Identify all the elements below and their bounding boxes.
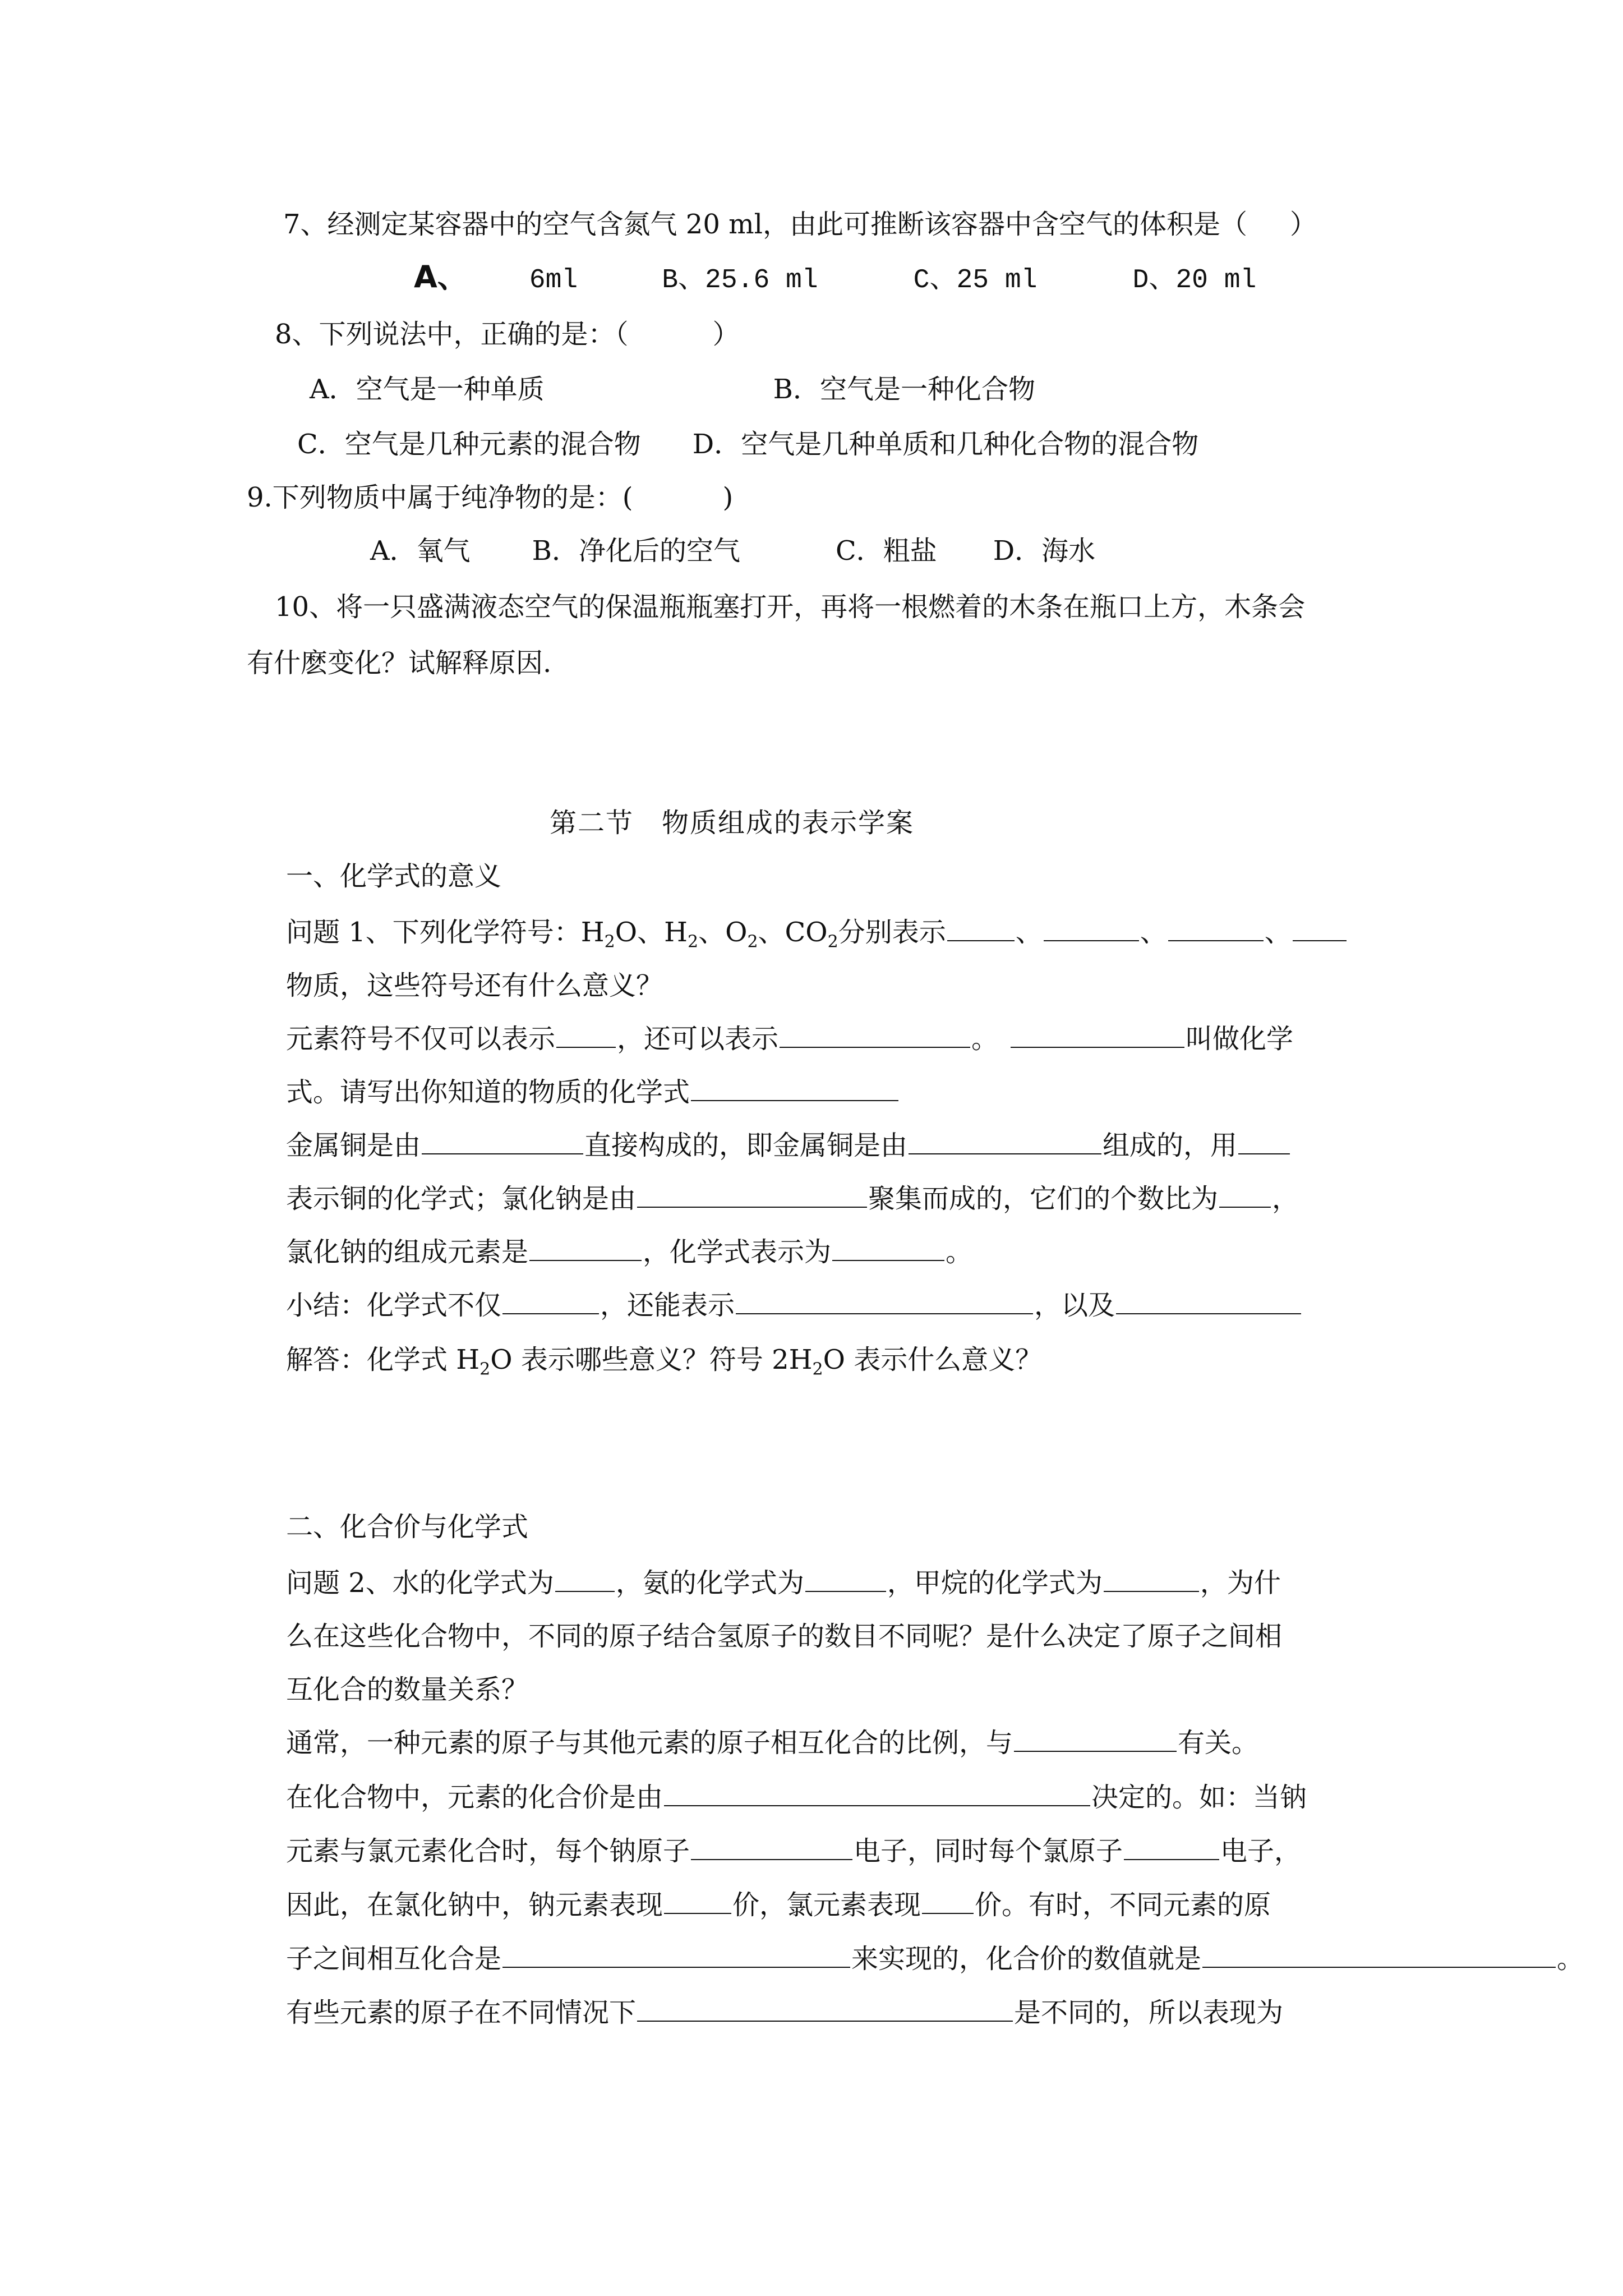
part2-line7: 因此，在氯化钠中，钠元素表现 价，氯元素表现 价。有时，不同元素的原 <box>286 1889 1271 1921</box>
q8-option-d: D．空气是几种单质和几种化合物的混合物 <box>692 429 1199 460</box>
part1-line6: 表示铜的化学式；氯化钠是由 聚集而成的，它们的个数比为 ， <box>286 1183 1299 1214</box>
part2-line4: 通常，一种元素的原子与其他元素的原子相互化合的比例，与 有关。 <box>286 1727 1259 1759</box>
answer-blank[interactable] <box>637 2021 1013 2022</box>
q7-option-b: B、25.6 ml <box>662 265 818 296</box>
q8-stem-line <box>275 316 740 352</box>
part2-heading: 二、化合价与化学式 <box>286 1511 529 1543</box>
answer-blank[interactable] <box>422 1153 583 1154</box>
part2-line2: 么在这些化合物中，不同的原子结合氢原子的数目不同呢？是什么决定了原子之间相 <box>286 1621 1283 1652</box>
q9-option-a: A．氧气 <box>370 535 471 567</box>
part2-line5: 在化合物中，元素的化合价是由 决定的。如：当钠 <box>286 1782 1307 1813</box>
answer-blank[interactable] <box>529 1260 642 1261</box>
part1-summary: 小结：化学式不仅 ，还能表示 ，以及 <box>286 1287 1302 1323</box>
answer-blank[interactable] <box>1219 1207 1271 1208</box>
answer-blank[interactable] <box>909 1153 1101 1154</box>
answer-blank[interactable] <box>780 1047 970 1048</box>
part2-line8: 子之间相互化合是 来实现的，化合价的数值就是 。 <box>286 1943 1584 1975</box>
q9-stem: 9.下列物质中属于纯净物的是：( <box>247 482 633 513</box>
part1-question1: 问题 1、下列化学符号：$H_2O$、$H_2$、$O_2$、$CO_2$分别表示 、 、 、 <box>286 914 1348 950</box>
q8-option-b: B．空气是一种化合物 <box>773 374 1035 405</box>
answer-blank[interactable] <box>1044 940 1139 941</box>
q9-options <box>370 533 1095 569</box>
part1-line2: 物质，这些符号还有什么意义？ <box>286 970 663 1001</box>
q7-option-d: D、20 ml <box>1132 265 1257 296</box>
part1-answer-prompt: 解答：化学式 $H_2O$ 表示哪些意义？符号 $2H_2O$ 表示什么意义？ <box>286 1344 1043 1379</box>
answer-blank[interactable] <box>691 1100 898 1101</box>
answer-blank[interactable] <box>502 1967 850 1968</box>
part1-line3: 元素符号不仅可以表示 ，还可以表示 。 叫做化学 <box>286 1023 1294 1055</box>
q9-answer-paren-close: ) <box>722 482 734 513</box>
answer-blank[interactable] <box>736 1313 1033 1314</box>
answer-blank[interactable] <box>502 1313 599 1314</box>
part1-heading: 一、化学式的意义 <box>286 861 502 892</box>
answer-blank[interactable] <box>1116 1313 1301 1314</box>
q10-line1: 10、将一只盛满液态空气的保温瓶瓶塞打开，再将一根燃着的木条在瓶口上方，木条会 <box>275 591 1306 623</box>
answer-blank[interactable] <box>1124 1859 1219 1860</box>
part1-line4: 式。请写出你知道的物质的化学式 <box>286 1074 900 1110</box>
q7-options <box>414 259 1256 295</box>
answer-blank[interactable] <box>1293 940 1347 941</box>
part1-line7: 氯化钠的组成元素是 ，化学式表示为 。 <box>286 1236 973 1268</box>
q9-stem-line <box>247 480 733 516</box>
q8-options-row1 <box>310 371 1035 407</box>
answer-blank[interactable] <box>691 1859 852 1860</box>
part2-line9: 有些元素的原子在不同情况下 是不同的，所以表现为 <box>286 1997 1284 2028</box>
answer-blank[interactable] <box>947 940 1015 941</box>
q9-option-d: D．海水 <box>993 535 1096 567</box>
q7-option-c: C、25 ml <box>913 265 1038 296</box>
q9-option-c: C．粗盐 <box>835 535 937 567</box>
q7-option-a-label: A、 <box>414 259 468 295</box>
answer-blank[interactable] <box>1014 1751 1177 1752</box>
part2-line1: 问题 2、水的化学式为 ，氨的化学式为 ，甲烷的化学式为 ，为什 <box>286 1567 1281 1599</box>
answer-blank[interactable] <box>664 1913 731 1914</box>
q8-stem: 8、下列说法中，正确的是：（ <box>275 319 629 350</box>
q8-answer-paren-close: ） <box>712 319 740 350</box>
part2-line3: 互化合的数量关系？ <box>286 1674 529 1705</box>
answer-blank[interactable] <box>1168 940 1264 941</box>
answer-blank[interactable] <box>832 1260 944 1261</box>
answer-blank[interactable] <box>1238 1153 1290 1154</box>
answer-blank[interactable] <box>556 1047 616 1048</box>
answer-blank[interactable] <box>664 1805 1090 1806</box>
answer-blank[interactable] <box>922 1913 974 1914</box>
answer-blank[interactable] <box>1104 1591 1199 1592</box>
q8-option-c: C．空气是几种元素的混合物 <box>297 429 641 460</box>
q8-options-row2 <box>297 426 1198 462</box>
answer-blank[interactable] <box>637 1207 867 1208</box>
q7-stem-line <box>283 206 1317 242</box>
answer-blank[interactable] <box>1011 1047 1184 1048</box>
q8-option-a: A．空气是一种单质 <box>310 374 545 405</box>
q7-answer-paren-close: ） <box>1290 209 1317 240</box>
answer-blank[interactable] <box>805 1591 886 1592</box>
section-title: 第二节 物质组成的表示学案 <box>550 807 915 839</box>
q9-option-b: B．净化后的空气 <box>532 535 740 567</box>
part2-line6: 元素与氯元素化合时，每个钠原子 电子，同时每个氯原子 电子， <box>286 1835 1302 1867</box>
q7-option-a-value: 6ml <box>529 265 578 296</box>
q7-stem: 7、经测定某容器中的空气含氮气 20 ml，由此可推断该容器中含空气的体积是（ <box>283 209 1248 240</box>
q10-line2: 有什麽变化？试解释原因. <box>247 647 552 679</box>
answer-blank[interactable] <box>1202 1967 1556 1968</box>
answer-blank[interactable] <box>555 1591 615 1592</box>
part1-line5: 金属铜是由 直接构成的，即金属铜是由 组成的，用 <box>286 1128 1291 1163</box>
